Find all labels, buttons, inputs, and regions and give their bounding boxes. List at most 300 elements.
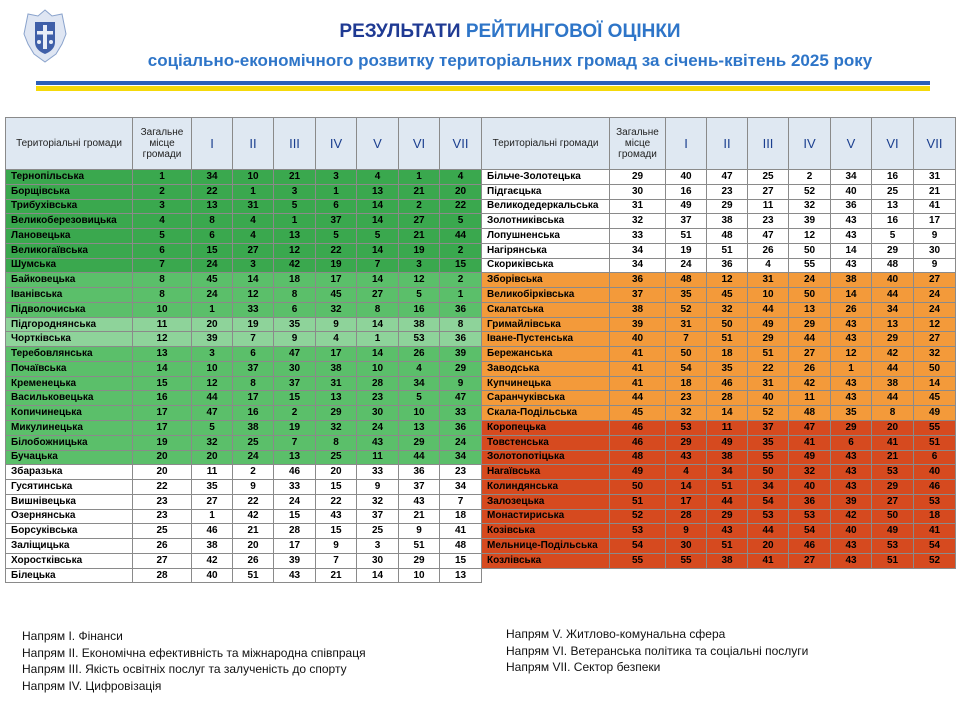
table-row — [482, 406, 956, 421]
direction-6-place: 43 — [399, 494, 440, 509]
table-row — [6, 465, 482, 480]
direction-7-place: 18 — [440, 509, 482, 524]
direction-6-place: 5 — [399, 391, 440, 406]
direction-7-place: 9 — [914, 258, 956, 273]
ranking-table-left — [5, 117, 482, 583]
direction-5-place: 43 — [831, 465, 872, 480]
legend-right — [506, 626, 808, 676]
header-direction-5: V — [357, 118, 399, 170]
direction-7-place: 13 — [440, 568, 482, 583]
direction-1-place: 28 — [666, 509, 707, 524]
direction-7-place: 36 — [440, 332, 482, 347]
direction-2-place: 34 — [707, 465, 748, 480]
overall-place: 8 — [133, 288, 192, 303]
direction-6-place: 21 — [872, 450, 914, 465]
direction-1-place: 19 — [666, 243, 707, 258]
direction-4-place: 7 — [316, 553, 357, 568]
direction-7-place: 21 — [914, 184, 956, 199]
direction-6-place: 12 — [399, 273, 440, 288]
table-row — [6, 450, 482, 465]
table-row — [6, 539, 482, 554]
direction-1-place: 46 — [192, 524, 233, 539]
direction-3-place: 19 — [274, 421, 316, 436]
direction-6-place: 53 — [399, 332, 440, 347]
community-name: Іване-Пустенська — [482, 332, 610, 347]
direction-1-place: 24 — [666, 258, 707, 273]
direction-5-place: 11 — [357, 450, 399, 465]
direction-5-place: 43 — [831, 391, 872, 406]
overall-place: 41 — [610, 361, 666, 376]
yellow-stripe — [36, 86, 930, 91]
direction-6-place: 13 — [399, 421, 440, 436]
direction-5-place: 26 — [831, 302, 872, 317]
direction-2-place: 50 — [707, 317, 748, 332]
ranking-table-right — [481, 117, 956, 569]
direction-1-place: 32 — [192, 435, 233, 450]
direction-3-place: 44 — [748, 524, 789, 539]
direction-7-place: 4 — [440, 170, 482, 185]
direction-7-place: 27 — [914, 273, 956, 288]
direction-3-place: 12 — [274, 243, 316, 258]
direction-7-place: 41 — [440, 524, 482, 539]
direction-6-place: 25 — [872, 184, 914, 199]
header-direction-3: III — [274, 118, 316, 170]
direction-6-place: 16 — [872, 170, 914, 185]
direction-2-place: 44 — [707, 494, 748, 509]
direction-3-place: 13 — [274, 229, 316, 244]
overall-place: 37 — [610, 288, 666, 303]
direction-2-place: 3 — [233, 258, 274, 273]
direction-1-place: 14 — [666, 480, 707, 495]
title-part-1: РЕЗУЛЬТАТИ — [339, 21, 461, 42]
direction-2-place: 31 — [233, 199, 274, 214]
direction-1-place: 37 — [666, 214, 707, 229]
direction-4-place: 43 — [316, 509, 357, 524]
direction-6-place: 40 — [872, 273, 914, 288]
direction-1-place: 23 — [666, 391, 707, 406]
direction-5-place: 12 — [831, 347, 872, 362]
direction-4-place: 48 — [789, 406, 831, 421]
direction-4-place: 8 — [316, 435, 357, 450]
header-direction-2: II — [233, 118, 274, 170]
direction-4-place: 20 — [316, 465, 357, 480]
direction-1-place: 1 — [192, 302, 233, 317]
direction-2-place: 24 — [233, 450, 274, 465]
direction-1-place: 35 — [192, 480, 233, 495]
direction-5-place: 33 — [357, 465, 399, 480]
community-name: Товстенська — [482, 435, 610, 450]
table-row — [482, 450, 956, 465]
legend-item: Напрям VI. Ветеранська політика та соціальні послуги — [506, 643, 809, 658]
direction-4-place: 13 — [789, 302, 831, 317]
table-row — [6, 317, 482, 332]
table-row — [6, 214, 482, 229]
community-name: Скориківська — [482, 258, 610, 273]
overall-place: 3 — [133, 199, 192, 214]
direction-5-place: 14 — [357, 273, 399, 288]
direction-4-place: 6 — [316, 199, 357, 214]
direction-6-place: 44 — [872, 391, 914, 406]
overall-place: 15 — [133, 376, 192, 391]
direction-2-place: 51 — [707, 332, 748, 347]
header-direction-2: II — [707, 118, 748, 170]
community-name: Білобожницька — [6, 435, 133, 450]
direction-5-place: 25 — [357, 524, 399, 539]
direction-4-place: 36 — [789, 494, 831, 509]
direction-1-place: 44 — [192, 391, 233, 406]
direction-7-place: 5 — [440, 214, 482, 229]
direction-2-place: 51 — [707, 539, 748, 554]
table-row — [6, 509, 482, 524]
direction-7-place: 22 — [440, 199, 482, 214]
direction-2-place: 51 — [707, 480, 748, 495]
direction-7-place: 45 — [914, 391, 956, 406]
direction-5-place: 9 — [357, 480, 399, 495]
direction-2-place: 27 — [233, 243, 274, 258]
direction-3-place: 37 — [748, 421, 789, 436]
direction-5-place: 43 — [831, 376, 872, 391]
direction-1-place: 29 — [666, 435, 707, 450]
direction-4-place: 50 — [789, 243, 831, 258]
header-overall-place: Загальне місце громади — [133, 118, 192, 170]
direction-3-place: 52 — [748, 406, 789, 421]
direction-1-place: 1 — [192, 509, 233, 524]
direction-2-place: 12 — [707, 273, 748, 288]
direction-5-place: 14 — [831, 243, 872, 258]
direction-2-place: 12 — [233, 288, 274, 303]
overall-place: 20 — [133, 450, 192, 465]
direction-5-place: 8 — [357, 302, 399, 317]
direction-2-place: 9 — [233, 480, 274, 495]
direction-1-place: 50 — [666, 347, 707, 362]
direction-7-place: 48 — [440, 539, 482, 554]
overall-place: 4 — [133, 214, 192, 229]
community-name: Великодедеркальська — [482, 199, 610, 214]
direction-1-place: 39 — [192, 332, 233, 347]
direction-3-place: 35 — [274, 317, 316, 332]
direction-6-place: 41 — [872, 435, 914, 450]
table-row — [482, 553, 956, 568]
direction-3-place: 7 — [274, 435, 316, 450]
direction-3-place: 18 — [274, 273, 316, 288]
direction-7-place: 39 — [440, 347, 482, 362]
header-overall-place: Загальне місце громади — [610, 118, 666, 170]
direction-2-place: 14 — [707, 406, 748, 421]
overall-place: 45 — [610, 406, 666, 421]
overall-place: 17 — [133, 406, 192, 421]
direction-4-place: 22 — [316, 494, 357, 509]
overall-place: 16 — [133, 391, 192, 406]
direction-1-place: 6 — [192, 229, 233, 244]
table-row — [482, 435, 956, 450]
direction-1-place: 11 — [192, 465, 233, 480]
direction-5-place: 40 — [831, 184, 872, 199]
direction-6-place: 16 — [399, 302, 440, 317]
direction-6-place: 20 — [872, 421, 914, 436]
direction-5-place: 43 — [831, 332, 872, 347]
direction-1-place: 9 — [666, 524, 707, 539]
direction-6-place: 38 — [872, 376, 914, 391]
direction-6-place: 29 — [872, 332, 914, 347]
direction-4-place: 52 — [789, 184, 831, 199]
table-row — [482, 361, 956, 376]
direction-3-place: 54 — [748, 494, 789, 509]
table-row — [6, 184, 482, 199]
overall-place: 50 — [610, 480, 666, 495]
direction-6-place: 44 — [399, 450, 440, 465]
direction-5-place: 35 — [831, 406, 872, 421]
direction-7-place: 54 — [914, 539, 956, 554]
direction-5-place: 43 — [357, 435, 399, 450]
direction-2-place: 35 — [707, 361, 748, 376]
direction-2-place: 47 — [707, 170, 748, 185]
direction-5-place: 39 — [831, 494, 872, 509]
direction-2-place: 33 — [233, 302, 274, 317]
direction-5-place: 13 — [357, 184, 399, 199]
direction-5-place: 14 — [357, 243, 399, 258]
direction-5-place: 38 — [831, 273, 872, 288]
direction-5-place: 37 — [357, 509, 399, 524]
direction-1-place: 18 — [666, 376, 707, 391]
direction-4-place: 50 — [789, 288, 831, 303]
direction-2-place: 49 — [707, 435, 748, 450]
community-name: Копичинецька — [6, 406, 133, 421]
direction-7-place: 51 — [914, 435, 956, 450]
direction-7-place: 24 — [440, 435, 482, 450]
direction-3-place: 44 — [748, 302, 789, 317]
direction-6-place: 21 — [399, 229, 440, 244]
community-name: Байковецька — [6, 273, 133, 288]
direction-4-place: 15 — [316, 524, 357, 539]
direction-5-place: 1 — [831, 361, 872, 376]
direction-6-place: 49 — [872, 524, 914, 539]
direction-3-place: 20 — [748, 539, 789, 554]
table-row — [6, 361, 482, 376]
direction-5-place: 14 — [357, 317, 399, 332]
direction-7-place: 8 — [440, 317, 482, 332]
table-row — [482, 347, 956, 362]
overall-place: 41 — [610, 347, 666, 362]
legend-item: Напрям V. Житлово-комунальна сфера — [506, 627, 726, 641]
direction-7-place: 40 — [914, 465, 956, 480]
direction-3-place: 35 — [748, 435, 789, 450]
community-name: Мельнице-Подільська — [482, 539, 610, 554]
table-row — [6, 347, 482, 362]
direction-5-place: 43 — [831, 214, 872, 229]
direction-4-place: 40 — [789, 480, 831, 495]
direction-4-place: 26 — [789, 361, 831, 376]
legend-item: Напрям VII. Сектор безпеки — [506, 660, 661, 674]
direction-3-place: 28 — [274, 524, 316, 539]
header-direction-1: I — [192, 118, 233, 170]
direction-7-place: 33 — [440, 406, 482, 421]
overall-place: 31 — [610, 199, 666, 214]
direction-2-place: 37 — [233, 361, 274, 376]
direction-3-place: 21 — [274, 170, 316, 185]
header-community: Територіальні громади — [482, 118, 610, 170]
direction-3-place: 10 — [748, 288, 789, 303]
direction-7-place: 20 — [440, 184, 482, 199]
direction-6-place: 44 — [872, 288, 914, 303]
table-row — [6, 494, 482, 509]
direction-3-place: 26 — [748, 243, 789, 258]
direction-4-place: 9 — [316, 539, 357, 554]
overall-place: 44 — [610, 391, 666, 406]
direction-1-place: 24 — [192, 258, 233, 273]
direction-5-place: 43 — [831, 553, 872, 568]
table-row — [482, 494, 956, 509]
header-direction-7: VII — [440, 118, 482, 170]
direction-4-place: 13 — [316, 391, 357, 406]
community-name: Микулинецька — [6, 421, 133, 436]
direction-6-place: 13 — [872, 199, 914, 214]
direction-1-place: 27 — [192, 494, 233, 509]
direction-3-place: 31 — [748, 376, 789, 391]
direction-6-place: 29 — [872, 480, 914, 495]
direction-4-place: 44 — [789, 332, 831, 347]
direction-6-place: 21 — [399, 509, 440, 524]
direction-4-place: 2 — [789, 170, 831, 185]
direction-3-place: 9 — [274, 332, 316, 347]
direction-2-place: 38 — [233, 421, 274, 436]
community-name: Нагірянська — [482, 243, 610, 258]
community-name: Теребовлянська — [6, 347, 133, 362]
table-row — [6, 273, 482, 288]
direction-4-place: 32 — [789, 465, 831, 480]
direction-4-place: 19 — [316, 258, 357, 273]
direction-6-place: 37 — [399, 480, 440, 495]
table-row — [482, 465, 956, 480]
header-community: Територіальні громади — [6, 118, 133, 170]
table-row — [6, 258, 482, 273]
overall-place: 13 — [133, 347, 192, 362]
direction-1-place: 4 — [666, 465, 707, 480]
direction-7-place: 2 — [440, 243, 482, 258]
direction-3-place: 3 — [274, 184, 316, 199]
community-name: Збаразька — [6, 465, 133, 480]
table-row — [482, 258, 956, 273]
community-name: Чортківська — [6, 332, 133, 347]
table-row — [6, 553, 482, 568]
direction-5-place: 28 — [357, 376, 399, 391]
community-name: Підгаєцька — [482, 184, 610, 199]
overall-place: 33 — [610, 229, 666, 244]
direction-4-place: 41 — [789, 435, 831, 450]
community-name: Більче-Золотецька — [482, 170, 610, 185]
direction-4-place: 21 — [316, 568, 357, 583]
community-name: Тернопільська — [6, 170, 133, 185]
direction-3-place: 29 — [748, 332, 789, 347]
direction-1-place: 5 — [192, 421, 233, 436]
community-name: Підволочиська — [6, 302, 133, 317]
direction-4-place: 4 — [316, 332, 357, 347]
direction-2-place: 10 — [233, 170, 274, 185]
direction-2-place: 43 — [707, 524, 748, 539]
direction-4-place: 15 — [316, 480, 357, 495]
direction-2-place: 42 — [233, 509, 274, 524]
direction-5-place: 34 — [831, 170, 872, 185]
table-header-row — [6, 118, 482, 170]
direction-6-place: 2 — [399, 199, 440, 214]
direction-1-place: 7 — [666, 332, 707, 347]
direction-3-place: 15 — [274, 509, 316, 524]
direction-5-place: 14 — [357, 347, 399, 362]
community-name: Колиндянська — [482, 480, 610, 495]
direction-7-place: 46 — [914, 480, 956, 495]
legend-left — [22, 628, 366, 694]
direction-3-place: 40 — [748, 391, 789, 406]
direction-7-place: 36 — [440, 302, 482, 317]
direction-4-place: 25 — [316, 450, 357, 465]
direction-4-place: 22 — [316, 243, 357, 258]
community-name: Великогаївська — [6, 243, 133, 258]
direction-4-place: 12 — [789, 229, 831, 244]
direction-3-place: 33 — [274, 480, 316, 495]
table-row — [482, 332, 956, 347]
community-name: Великоберезовицька — [6, 214, 133, 229]
direction-2-place: 8 — [233, 376, 274, 391]
direction-5-place: 24 — [357, 421, 399, 436]
table-row — [482, 243, 956, 258]
direction-7-place: 41 — [914, 199, 956, 214]
direction-7-place: 9 — [440, 376, 482, 391]
direction-3-place: 6 — [274, 302, 316, 317]
direction-3-place: 42 — [274, 258, 316, 273]
overall-place: 8 — [133, 273, 192, 288]
direction-7-place: 1 — [440, 288, 482, 303]
community-name: Шумська — [6, 258, 133, 273]
direction-7-place: 27 — [914, 332, 956, 347]
direction-2-place: 45 — [707, 288, 748, 303]
direction-3-place: 43 — [274, 568, 316, 583]
direction-4-place: 49 — [789, 450, 831, 465]
direction-4-place: 31 — [316, 376, 357, 391]
direction-2-place: 25 — [233, 435, 274, 450]
direction-4-place: 17 — [316, 273, 357, 288]
overall-place: 26 — [133, 539, 192, 554]
legend-item: Напрям II. Економічна ефективність та міжнародна співпраця — [22, 645, 366, 660]
header-direction-6: VI — [872, 118, 914, 170]
direction-2-place: 11 — [707, 421, 748, 436]
direction-5-place: 1 — [357, 332, 399, 347]
community-name: Коропецька — [482, 421, 610, 436]
table-row — [6, 170, 482, 185]
direction-1-place: 13 — [192, 199, 233, 214]
table-row — [482, 229, 956, 244]
direction-3-place: 30 — [274, 361, 316, 376]
direction-5-place: 4 — [357, 170, 399, 185]
table-row — [482, 199, 956, 214]
direction-7-place: 44 — [440, 229, 482, 244]
direction-6-place: 36 — [399, 465, 440, 480]
direction-4-place: 32 — [316, 421, 357, 436]
direction-3-place: 13 — [274, 450, 316, 465]
community-name: Васильковецька — [6, 391, 133, 406]
direction-7-place: 29 — [440, 361, 482, 376]
direction-4-place: 39 — [789, 214, 831, 229]
direction-2-place: 6 — [233, 347, 274, 362]
direction-2-place: 21 — [233, 524, 274, 539]
community-name: Зборівська — [482, 273, 610, 288]
direction-1-place: 40 — [666, 170, 707, 185]
direction-3-place: 31 — [748, 273, 789, 288]
direction-6-place: 29 — [872, 243, 914, 258]
overall-place: 22 — [133, 480, 192, 495]
table-row — [6, 406, 482, 421]
direction-1-place: 22 — [192, 184, 233, 199]
direction-7-place: 53 — [914, 494, 956, 509]
direction-2-place: 38 — [707, 214, 748, 229]
